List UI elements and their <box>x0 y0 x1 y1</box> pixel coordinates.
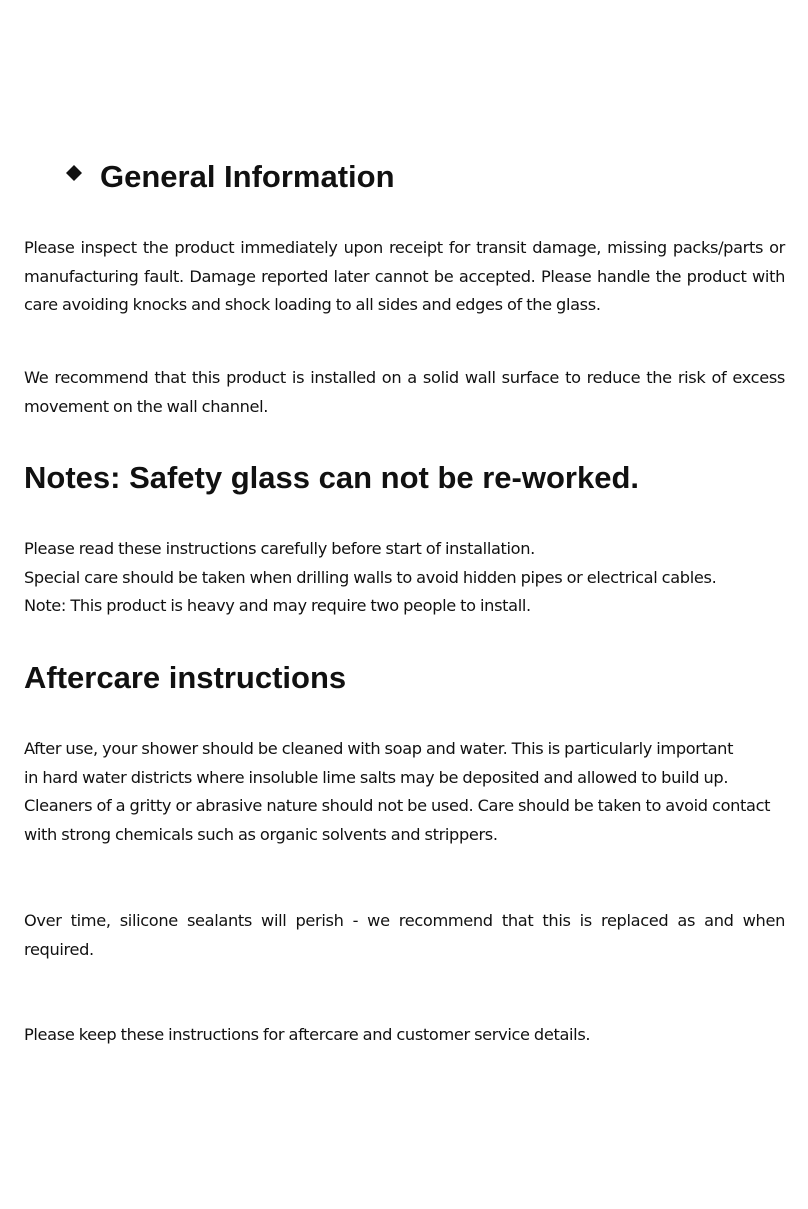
aftercare-line: After use, your shower should be cleaned with soap and water. This is particularly important <box>24 739 734 758</box>
aftercare-line: with strong chemicals such as organic solvents and strippers. <box>24 825 498 845</box>
aftercare-line: Cleaners of a gritty or abrasive nature should not be used. Care should be taken to avoid contact <box>24 796 771 816</box>
aftercare-cleaning-block <box>24 735 770 850</box>
sealant-paragraph: Over time, silicone sealants will perish - we recommend that this is replaced as and when required. <box>24 911 785 959</box>
inspection-paragraph: Please inspect the product immediately upon receipt for transit damage, missing packs/parts or manufacturing fault. Damage reported later cannot be accepted. Please handle the product with care avoiding knocks and shock loading to all sides and edges of the glass. <box>24 238 785 315</box>
aftercare-line: in hard water districts where insoluble lime salts may be deposited and allowed to build up. <box>24 767 729 787</box>
diamond-bullet-icon <box>65 164 83 182</box>
notes-line: Please read these instructions carefully before start of installation. <box>24 539 535 558</box>
safety-notes-heading: Notes: Safety glass can not be re-worked. <box>24 460 640 495</box>
notes-text-block <box>24 535 716 621</box>
aftercare-heading: Aftercare instructions <box>24 660 347 695</box>
notes-line: Note: This product is heavy and may require two people to install. <box>24 596 531 616</box>
keep-instructions-paragraph: Please keep these instructions for aftercare and customer service details. <box>24 1025 591 1044</box>
general-information-heading: General Information <box>100 159 395 194</box>
wall-surface-paragraph: We recommend that this product is installed on a solid wall surface to reduce the risk of excess movement on the wall channel. <box>24 368 785 416</box>
notes-line: Special care should be taken when drilling walls to avoid hidden pipes or electrical cables. <box>24 567 717 587</box>
